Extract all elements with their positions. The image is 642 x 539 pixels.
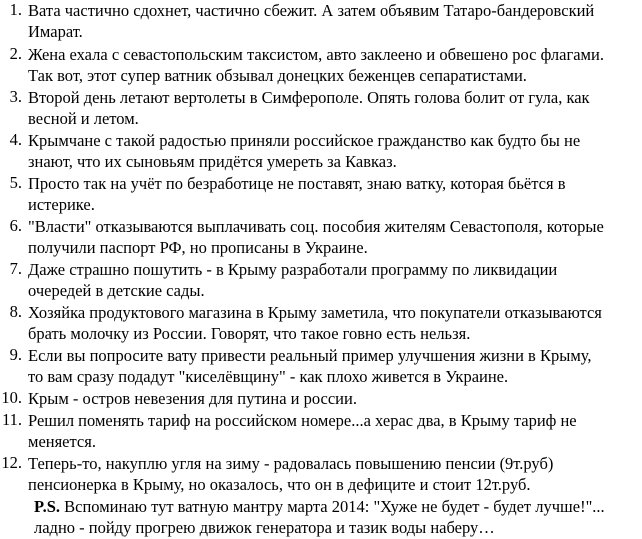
item-text-line: Хозяйка продуктового магазина в Крыму заметила, что покупатели отказываются [28, 303, 602, 322]
item-text-line: Крымчане с такой радостью приняли российское гражданство как будто бы не [28, 131, 581, 150]
item-text-line: Даже страшно пошутить - в Крыму разработали программу по ликвидации [28, 260, 558, 279]
item-text-line: знают, что их сыновьям придётся умереть за Кавказ. [28, 152, 397, 171]
item-number: 5. [9, 173, 22, 192]
item-number: 3. [9, 87, 22, 106]
item-text-line: пенсионерка в Крыму, но оказалось, что он в дефиците и стоит 12т.руб. [28, 475, 531, 494]
item-text-line: Второй день летают вертолеты в Симферополе. Опять голова болит от гула, как [28, 88, 590, 107]
item-number: 6. [9, 216, 22, 235]
item-text-line: "Власти" отказываются выплачивать соц. пособия жителям Севастополя, которые [28, 217, 604, 236]
item-text-line: Жена ехала с севастопольским таксистом, авто заклеено и обвешено рос флагами. [28, 45, 604, 64]
item-text-line: Решил поменять тариф на российском номере...а херас два, в Крыму тариф не [28, 411, 577, 430]
item-text-line: Теперь-то, накуплю угля на зиму - радовалась повышению пенсии (9т.руб) [28, 454, 554, 473]
postscript-text: Вспоминаю тут ватную мантру марта 2014: "Хуже не будет - будет лучше!"... [60, 497, 605, 516]
item-number: 10. [1, 388, 22, 407]
item-number: 1. [9, 0, 22, 19]
item-text-line: очередей в детские сады. [28, 281, 205, 300]
item-number: 11. [1, 410, 22, 429]
item-text-line: Просто так на учёт по безработице не поставят, знаю ватку, которая бьётся в [28, 174, 566, 193]
postscript-label: P.S. [34, 497, 60, 516]
item-number: 9. [9, 345, 22, 364]
item-number: 12. [1, 453, 22, 472]
item-number: 2. [9, 44, 22, 63]
item-text-line: весной и летом. [28, 109, 139, 128]
item-text-line: Крым - остров невезения для путина и россии. [28, 389, 357, 408]
item-text-line: меняется. [28, 432, 96, 451]
item-text-line: то вам сразу подадут "киселёвщину" - как плохо живется в Украине. [28, 367, 509, 386]
item-text-line: Так вот, этот супер ватник обзывал донецких беженцев сепаратистами. [28, 66, 527, 85]
item-text-line: Если вы попросите вату привести реальный пример улучшения жизни в Крыму, [28, 346, 592, 365]
item-text-line: получили паспорт РФ, но прописаны в Украине. [28, 238, 368, 257]
item-text-line: Вата частично сдохнет, частично сбежит. А затем объявим Татаро-бандеровский [28, 1, 595, 20]
postscript-line: ладно - пойду прогрею движок генератора и тазик воды наберу… [34, 518, 495, 537]
item-text-line: истерике. [28, 195, 95, 214]
item-number: 4. [9, 130, 22, 149]
item-text-line: Имарат. [28, 22, 83, 41]
postscript-line [34, 496, 605, 518]
item-number: 7. [9, 259, 22, 278]
item-number: 8. [9, 302, 22, 321]
item-text-line: брать молочку из России. Говорят, что такое говно есть нельзя. [28, 324, 471, 343]
